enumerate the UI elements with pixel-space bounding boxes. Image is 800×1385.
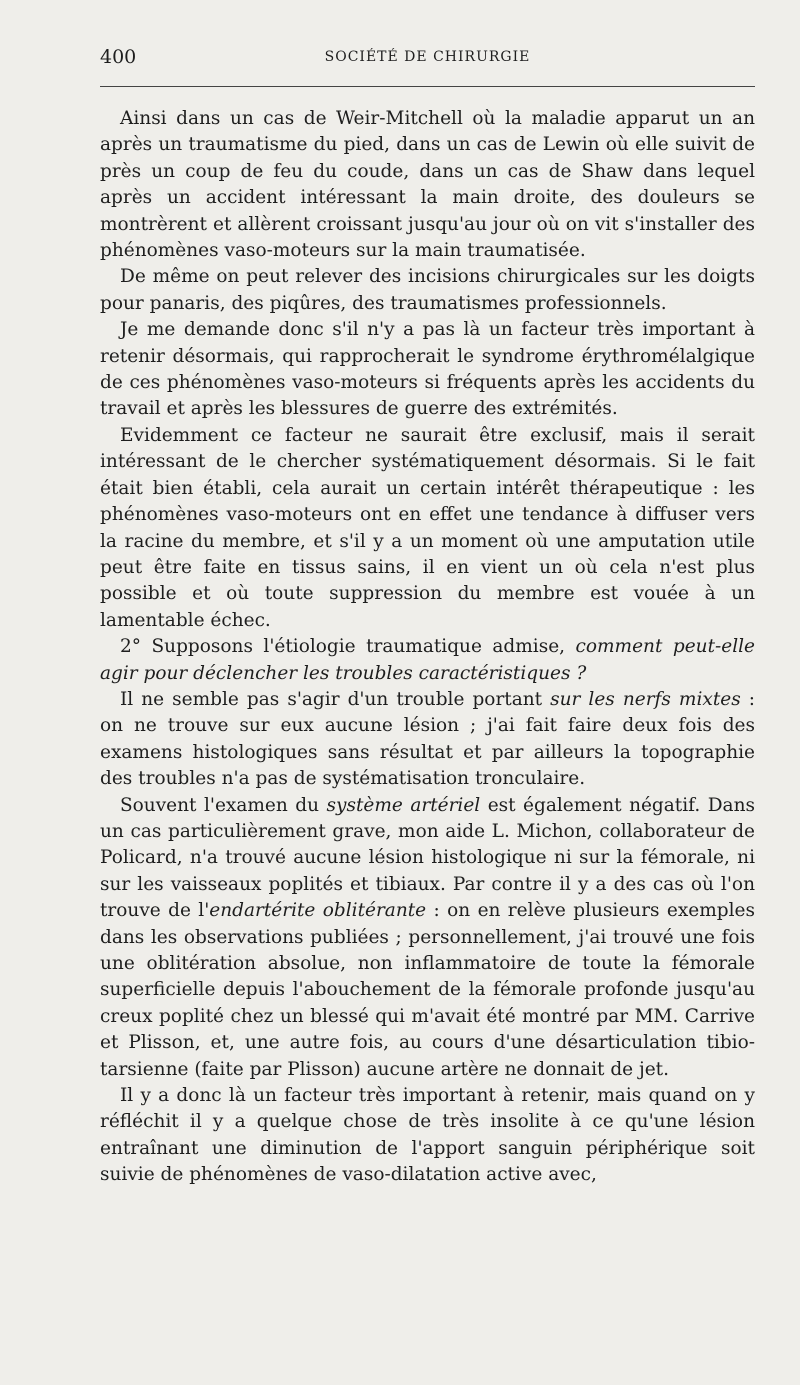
page-number: 400 xyxy=(100,46,137,68)
paragraph: Ainsi dans un cas de Weir-Mitchell où la maladie apparut un an après un traumatisme du pied, dans un cas de Lewin où elle suivit de près un coup de feu du coude, dans un cas de Shaw dans lequel après un accident intéressant la main droite, des douleurs se montrèrent et allèrent croissant jusqu'au jour où on vit s'installer des phénomènes vaso-moteurs sur la main traumatisée. xyxy=(100,108,755,262)
italic-phrase: comment peut-elle agir pour déclencher les troubles caractéristiques ? xyxy=(100,636,755,684)
paragraph: Il ne semble pas s'agir d'un trouble portant sur les nerfs mixtes : on ne trouve sur eux aucune lésion ; j'ai fait faire deux fois des examens histologiques sans résultat et par ailleurs la topographie des troubles n'a pas de systématisation tronculaire. xyxy=(100,688,755,790)
paragraph: Je me demande donc s'il n'y a pas là un facteur très important à retenir désormais, qui rapprocherait le syndrome érythromélalgique de ces phénomènes vaso-moteurs si fréquents après les accidents du travail et après les blessures de guerre des extrémités. xyxy=(100,319,755,420)
body-text xyxy=(100,106,755,1189)
paragraph: Evidemment ce facteur ne saurait être exclusif, mais il serait intéressant de le chercher systématiquement désormais. Si le fait était bien établi, cela aurait un certain intérêt thérapeutique : les phénomènes vaso-moteurs ont en effet une tendance à diffuser vers la racine du membre, et s'il y a un moment où une amputation utile peut être faite en tissus sains, il en vient un où cela n'est plus possible et où toute suppression du membre est vouée à un lamentable échec. xyxy=(100,424,755,631)
header-rule xyxy=(100,86,755,87)
running-head: SOCIÉTÉ DE CHIRURGIE xyxy=(324,49,531,65)
italic-phrase: endartérite oblitérante xyxy=(209,900,427,922)
paragraph: 2° Supposons l'étiologie traumatique admise, comment peut-elle agir pour déclencher les troubles caractéristiques ? xyxy=(100,636,755,684)
paragraph: Souvent l'examen du système artériel est également négatif. Dans un cas particulièrement grave, mon aide L. Michon, collaborateur de Policard, n'a trouvé aucune lésion histologique ni sur la fémorale, ni sur les vaisseaux poplités et tibiaux. Par contre il y a des cas où l'on trouve de l'endartérite oblitérante : on en relève plusieurs exemples dans les observations publiées ; personnellement, j'ai trouvé une fois une oblitération absolue, non inflammatoire de toute la fémorale superficielle depuis l'abouchement de la fémorale profonde jusqu'au creux poplité chez un blessé qui m'avait été montré par MM. Carrive et Plisson, et, une autre fois, au cours d'une désarticulation tibio-tarsienne (faite par Plisson) aucune artère ne donnait de jet. xyxy=(100,794,755,1080)
italic-phrase: système artériel xyxy=(326,794,481,816)
paragraph: Il y a donc là un facteur très important à retenir, mais quand on y réfléchit il y a quelque chose de très insolite à ce qu'une lésion entraînant une diminution de l'apport sanguin périphérique soit suivie de phénomènes de vaso-dilatation active avec, xyxy=(100,1085,755,1186)
paragraph: De même on peut relever des incisions chirurgicales sur les doigts pour panaris, des piqûres, des traumatismes professionnels. xyxy=(100,266,755,314)
page-header xyxy=(100,46,755,70)
italic-phrase: sur les nerfs mixtes xyxy=(550,688,741,710)
